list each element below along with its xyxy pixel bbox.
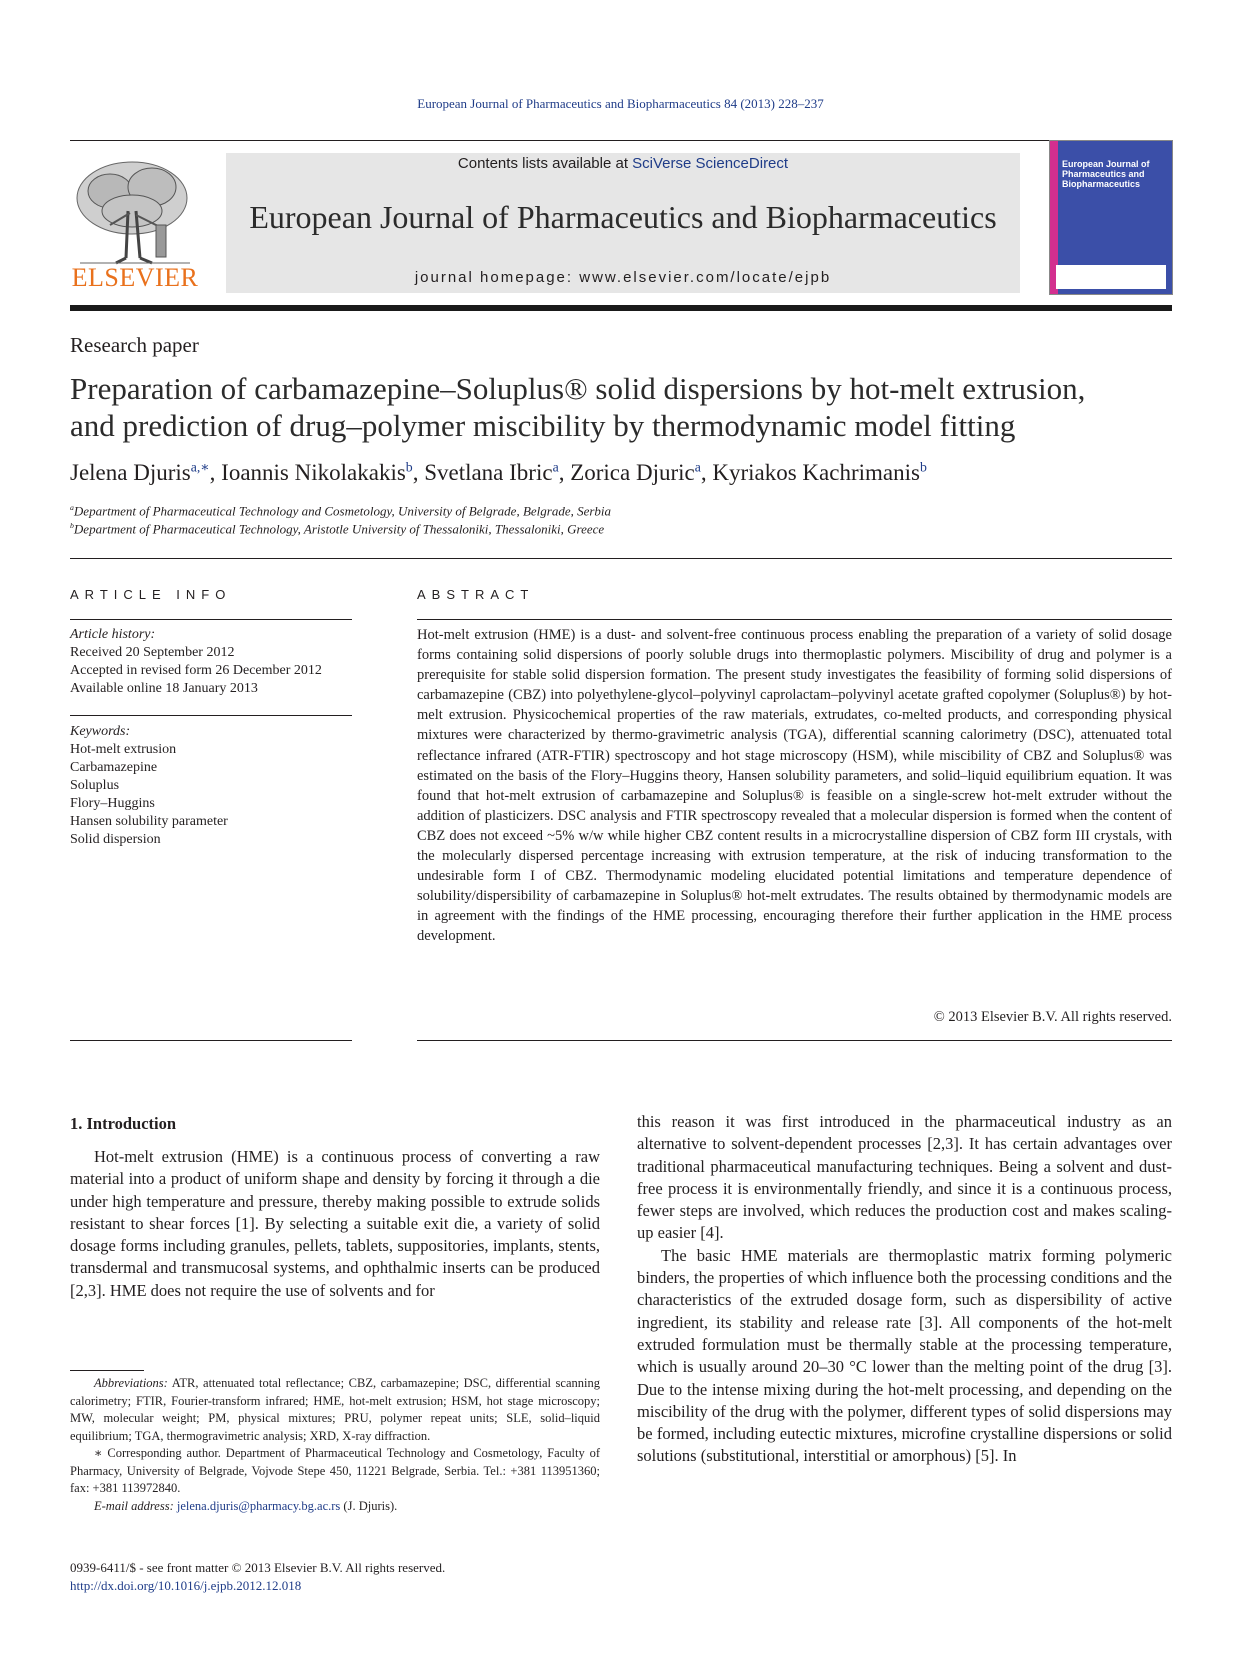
journal-homepage[interactable]: journal homepage: www.elsevier.com/locate/ejpb: [414, 269, 832, 286]
contents-line: Contents lists available at SciVerse ScienceDirect: [457, 155, 789, 172]
divider: [70, 619, 352, 620]
header-divider: [70, 305, 1172, 311]
journal-banner: [226, 153, 1020, 293]
author[interactable]: Jelena Djuris$^{a,∗}$,: [70, 459, 222, 485]
divider: [70, 715, 352, 716]
elsevier-logo: [70, 153, 200, 293]
abstract-heading: ABSTRACT: [417, 587, 535, 602]
affiliation-a: $^a$Department of Pharmaceutical Technology and Cosmetology, University of Belgrade, Belgrade, Serbia: [70, 503, 612, 519]
keyword: Carbamazepine: [70, 760, 158, 775]
abstract-copyright: © 2013 Elsevier B.V. All rights reserved.: [933, 1009, 1172, 1025]
author[interactable]: Svetlana Ibric$^a$,: [424, 459, 571, 485]
section-heading: 1. Introduction: [70, 1114, 177, 1133]
sciencedirect-link[interactable]: SciVerse ScienceDirect: [632, 155, 789, 172]
title-line-1: Preparation of carbamazepine–Soluplus® solid dispersions by hot-melt extrusion,: [70, 371, 1086, 406]
abbreviations-footnote: Abbreviations: ATR, attenuated total reflectance; CBZ, carbamazepine; DSC, differential scanning calorimetry; FTIR, Fourier-transform infrared; HME, hot-melt extrusion; HSM, hot stage microscopy; MW, molecular weight; PM, physical mixtures; PRU, polymer repeat units; SLE, solid–liquid equilibrium; TGA, thermogravimetric analysis; XRD, X-ray diffraction.: [70, 1376, 600, 1443]
footnotes: [70, 1375, 600, 1515]
article-type: Research paper: [70, 333, 199, 357]
divider: [417, 1040, 1172, 1041]
elsevier-wordmark: ELSEVIER: [71, 263, 199, 292]
revised-date: Accepted in revised form 26 December 2012: [70, 663, 322, 678]
divider: [70, 558, 1172, 559]
divider: [70, 1040, 352, 1041]
author[interactable]: Ioannis Nikolakakis$^b$,: [221, 459, 425, 485]
divider: [70, 140, 1172, 141]
article-title: [70, 370, 1180, 444]
footnote-divider: [70, 1370, 144, 1371]
body-column-2: [637, 1111, 1172, 1468]
email-footnote: E-mail address: jelena.djuris@pharmacy.bg.ac.rs (J. Djuris).: [94, 1498, 398, 1513]
keyword: Soluplus: [70, 778, 120, 793]
article-info-heading: ARTICLE INFO: [70, 587, 232, 602]
cover-footer: [1056, 265, 1166, 289]
article-history: Article history: Received 20 September 2012 Accepted in revised form 26 December 2012 Available online 18 January 2013: [70, 626, 360, 698]
journal-cover: [1049, 140, 1173, 295]
title-line-2: and prediction of drug–polymer miscibility by thermodynamic model fitting: [70, 408, 1016, 443]
divider: [417, 619, 1172, 620]
keywords: Keywords: Hot-melt extrusion Carbamazepine Soluplus Flory–Huggins Hansen solubility parameter Solid dispersion: [70, 723, 360, 849]
keyword: Hansen solubility parameter: [70, 814, 228, 829]
issn-line: 0939-6411/$ - see front matter © 2013 Elsevier B.V. All rights reserved.: [70, 1560, 446, 1575]
keyword: Hot-melt extrusion: [70, 742, 177, 757]
paragraph: this reason it was first introduced in the pharmaceutical industry as an alternative to solvent-dependent processes [2,3]. It has certain advantages over traditional pharmaceutical manufacturing techniques. Being a solvent and dust-free process it is environmentally friendly, and since it is a continuous process, fewer steps are involved, which reduces the production cost and makes scaling-up easier [4].: [637, 1112, 1172, 1243]
author[interactable]: Zorica Djuric$^a$,: [570, 459, 713, 485]
journal-name: European Journal of Pharmaceutics and Biopharmaceutics: [249, 199, 997, 235]
author[interactable]: Kyriakos Kachrimanis$^b$: [712, 459, 927, 485]
abstract-text: Hot-melt extrusion (HME) is a dust- and solvent-free continuous process enabling the preparation of a variety of solid dosage forms containing solid dispersions of poorly soluble drugs into thermoplastic polymers. Miscibility of drug and polymer is a prerequisite for stable solid dispersion formation. The present study investigates the feasibility of forming solid dispersions of carbamazepine (CBZ) into polyethylene-glycol–polyvinyl caprolactam–polyvinyl acetate grafted copolymer (Soluplus®) by hot-melt extrusion. Physicochemical properties of the raw materials, extrudates, co-melted products, and corresponding physical mixtures were characterized by thermo-gravimetric analysis (TGA), differential scanning calorimetry (DSC), attenuated total reflectance infrared (ATR-FTIR) spectroscopy and hot stage microscopy (HSM), while miscibility of CBZ and Soluplus® was estimated on the basis of the Flory–Huggins theory, Hansen solubility parameters, and solid–liquid equilibrium equation. It was found that hot-melt extrusion of carbamazepine and Soluplus® is feasible on a single-screw hot-melt extruder without the addition of plasticizers. DSC analysis and FTIR spectroscopy revealed that a molecular dispersion is formed when the content of CBZ does not exceed ~5% w/w while higher CBZ content results in a microcrystalline dispersion of CBZ form III crystals, with the molecularly dispersed percentage increasing with extrusion temperature, at the risk of inducing transformation to the undesirable form I of CBZ. Thermodynamic modeling elucidated potential limitations and temperature dependence of solubility/dispersibility of carbamazepine in Soluplus® hot-melt extrudates. The results obtained by thermodynamic models are in agreement with the findings of the HME processing, encouraging therefore their further application in the HME process development.: [417, 627, 1172, 945]
cover-title: European Journal of Pharmaceutics and Biopharmaceutics: [1062, 159, 1150, 189]
body-column-1: Hot-melt extrusion (HME) is a continuous process of converting a raw material into a product of uniform shape and density by forcing it through a die under high temperature and pressure, thereby making possible to extrude solids resistant to shear forces [1]. By selecting a suitable exit die, a variety of solid dosage forms including granules, pellets, tablets, suppositories, implants, stents, transdermal and transmucosal systems, and ophthalmic inserts can be produced [2,3]. HME does not require the use of solvents and for: [70, 1147, 600, 1300]
corresponding-author-footnote: ∗ Corresponding author. Department of Pharmaceutical Technology and Cosmetology, Faculty of Pharmacy, University of Belgrade, Vojvode Stepe 450, 11221 Belgrade, Serbia. Tel.: +381 113951360; fax: +381 113972840.: [70, 1446, 600, 1495]
doi-link[interactable]: http://dx.doi.org/10.1016/j.ejpb.2012.12.018: [70, 1578, 302, 1593]
online-date: Available online 18 January 2013: [70, 681, 258, 696]
paragraph: The basic HME materials are thermoplastic matrix forming polymeric binders, the properties of which influence both the processing conditions and the characteristics of the extruded dosage form, such as dispersibility of active ingredient, its stability and release rate [3]. All components of the hot-melt extruded formulation must be thermally stable at the processing temperature, which is usually around 20–30 °C lower than the melting point of the drug [3]. Due to the intense mixing during the hot-melt processing, and depending on the miscibility of the drug with the polymer, different types of solid dispersions may be formed, including eutectic mixtures, microfine crystalline dispersions or solid solutions (substitutional, interstitial or amorphous) [5]. In: [637, 1245, 1172, 1466]
author-list: [70, 459, 927, 486]
received-date: Received 20 September 2012: [70, 645, 235, 660]
journal-citation[interactable]: European Journal of Pharmaceutics and Biopharmaceutics 84 (2013) 228–237: [417, 96, 824, 111]
keyword: Flory–Huggins: [70, 796, 155, 811]
email-link[interactable]: jelena.djuris@pharmacy.bg.ac.rs: [176, 1498, 341, 1513]
keyword: Solid dispersion: [70, 832, 161, 847]
affiliation-b: $^b$Department of Pharmaceutical Technology, Aristotle University of Thessaloniki, Thessaloniki, Greece: [70, 521, 605, 537]
